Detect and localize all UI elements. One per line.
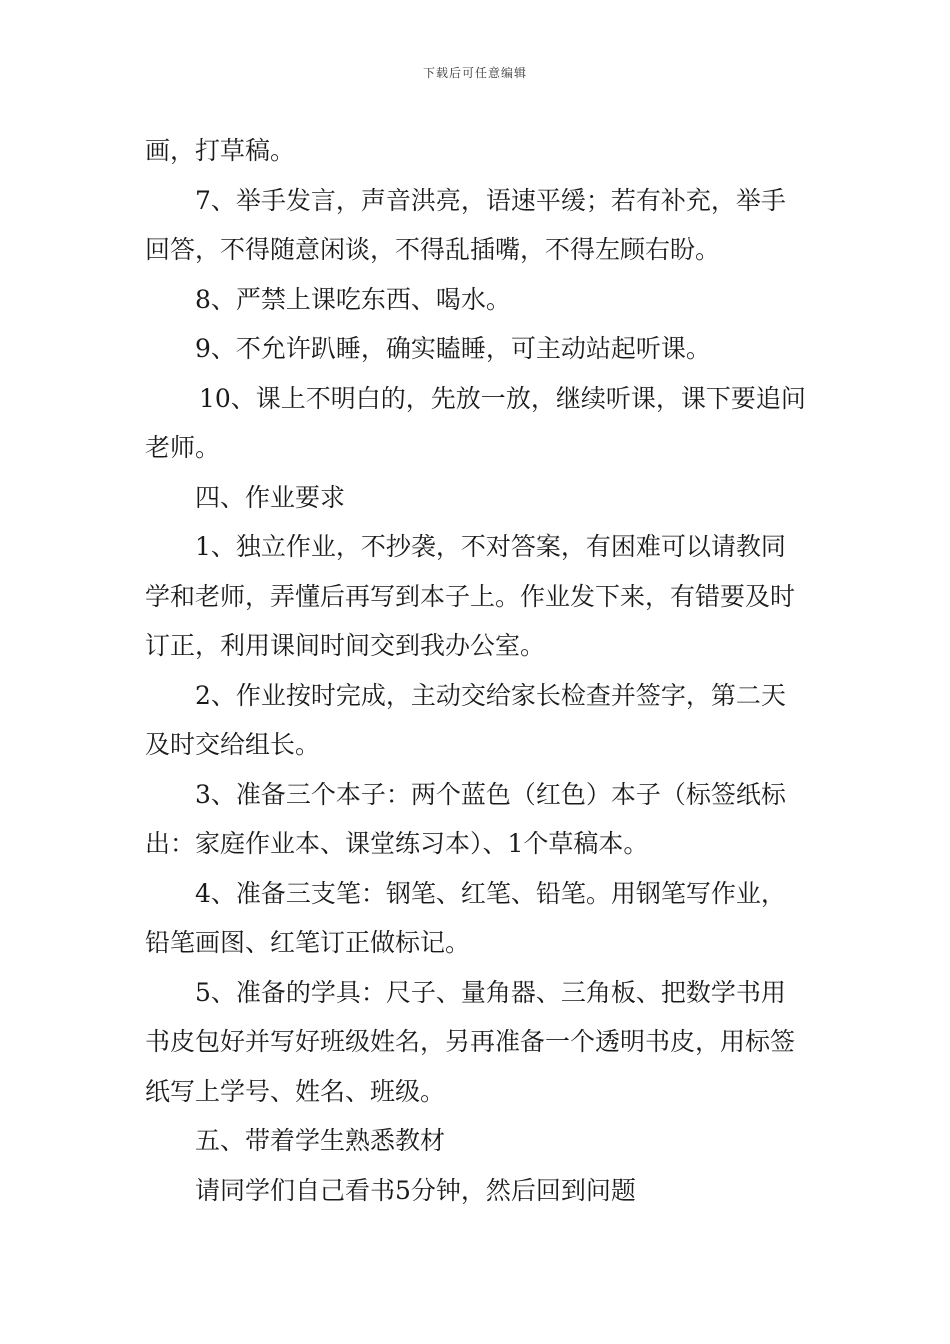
paragraph-textbook-instruction: 请同学们自己看书5分钟，然后回到问题 [195, 1175, 636, 1205]
paragraph-homework-4: 4、准备三支笔：钢笔、红笔、铅笔。用钢笔写作业，铅笔画图、红笔订正做标记。 [145, 878, 786, 957]
paragraph-rule-8: 8、严禁上课吃东西、喝水。 [195, 284, 511, 314]
document-body [145, 126, 810, 1215]
paragraph-rule-10: 10、课上不明白的，先放一放，继续听课，课下要追问老师。 [145, 383, 806, 462]
paragraph-rule-7: 7、举手发言，声音洪亮，语速平缓；若有补充，举手回答，不得随意闲谈，不得乱插嘴，不得左顾右盼。 [145, 185, 786, 264]
section-heading-homework: 四、作业要求 [195, 482, 346, 512]
paragraph-homework-5: 5、准备的学具：尺子、量角器、三角板、把数学书用书皮包好并写好班级姓名，另再准备一个透明书皮，用标签纸写上学号、姓名、班级。 [145, 977, 796, 1106]
paragraph-homework-2: 2、作业按时完成，主动交给家长检查并签字，第二天及时交给组长。 [145, 680, 786, 759]
paragraph-rule-9: 9、不允许趴睡，确实瞌睡，可主动站起听课。 [195, 334, 711, 363]
paragraph-continuation: 画，打草稿。 [145, 136, 296, 165]
section-heading-textbook: 五、带着学生熟悉教材 [195, 1126, 446, 1155]
paragraph-homework-1: 1、独立作业，不抄袭，不对答案，有困难可以请教同学和老师，弄懂后再写到本子上。作业发下来，有错要及时订正，利用课间时间交到我办公室。 [145, 532, 796, 660]
paragraph-homework-3: 3、准备三个本子：两个蓝色（红色）本子（标签纸标出：家庭作业本、课堂练习本）、1个草稿本。 [145, 779, 786, 858]
page-header-note: 下载后可任意编辑 [422, 66, 527, 80]
